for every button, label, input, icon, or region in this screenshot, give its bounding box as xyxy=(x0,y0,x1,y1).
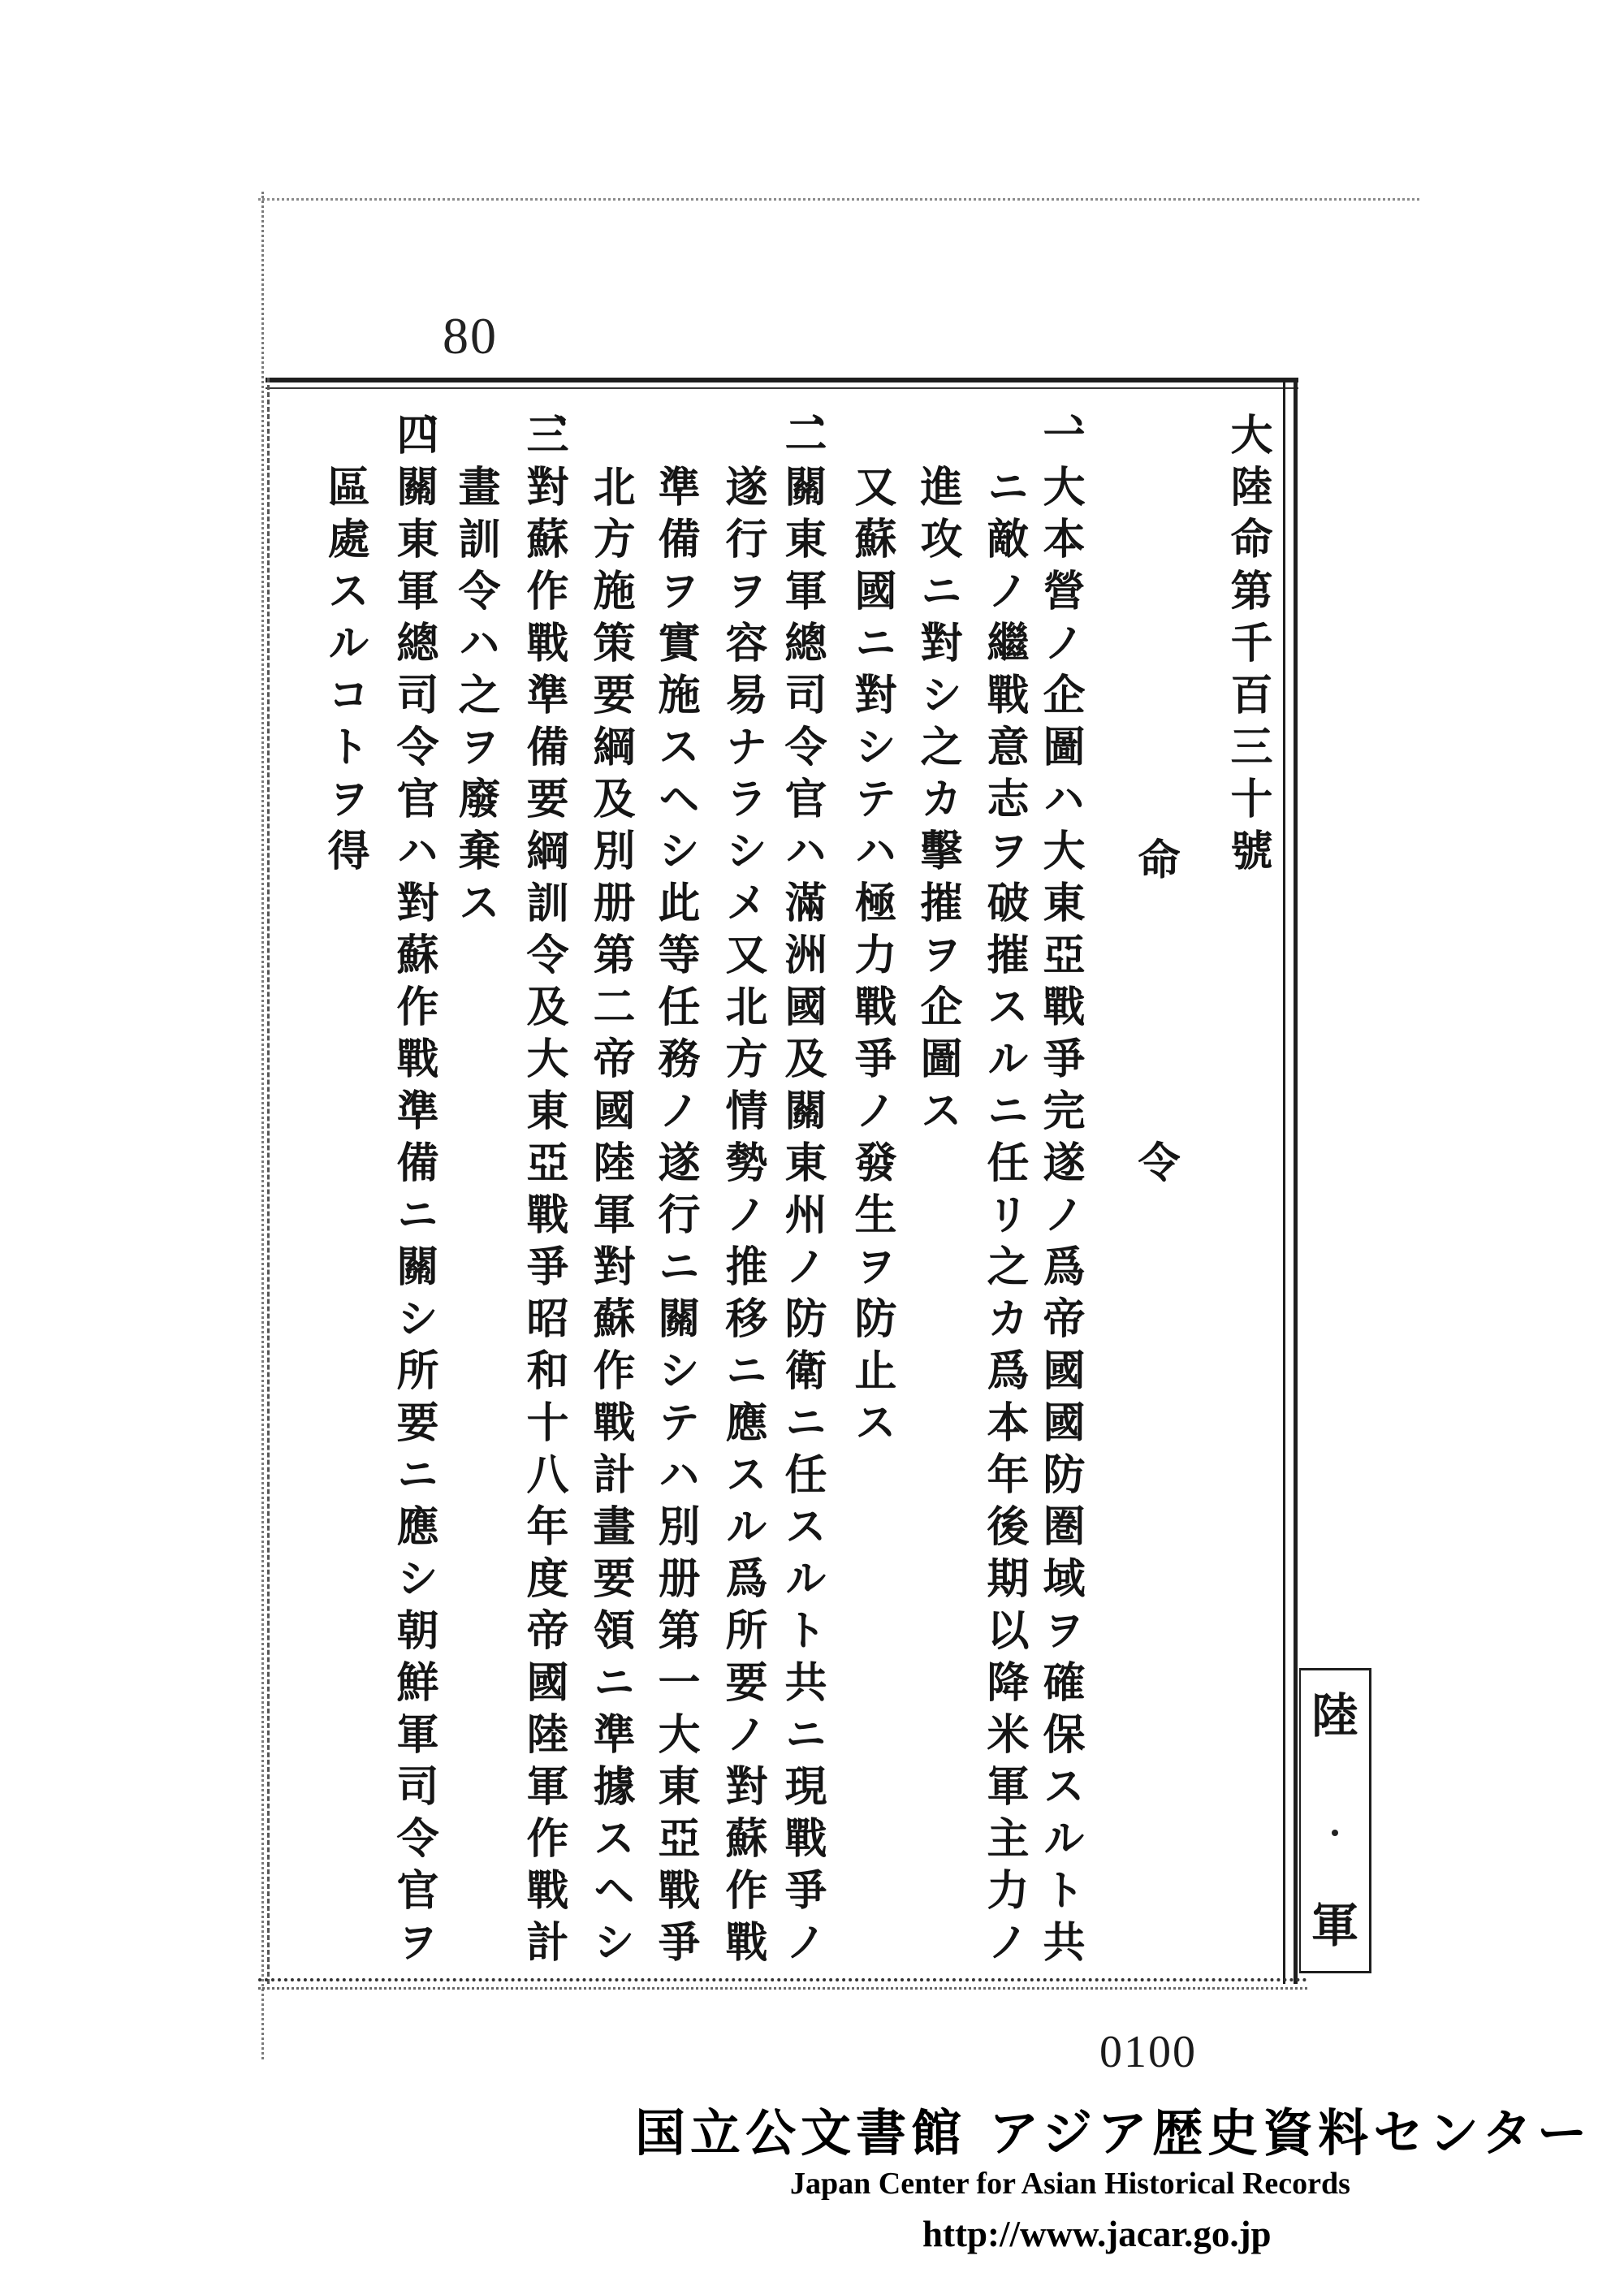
body-line: 又蘇國ニ對シテハ極力戰爭ノ發生ヲ防止ス xyxy=(847,465,896,1452)
stamp-char-2: 軍 xyxy=(1311,1898,1358,1953)
archive-url: http://www.jacar.go.jp xyxy=(922,2214,1272,2254)
stamp-char-1: 陸 xyxy=(1311,1688,1358,1744)
frame-top-inner-border xyxy=(266,387,1298,389)
body-line: 關東軍總司令官ハ滿洲國及關東州ノ防衛ニ任スルト共ニ現戰爭ノ xyxy=(777,465,827,1972)
archive-name-english: Japan Center for Asian Historical Records xyxy=(790,2167,1350,2201)
paper-edge-left xyxy=(261,192,264,2059)
body-line: 區處スルコトヲ得 xyxy=(320,465,369,880)
paper-edge-top xyxy=(258,198,1419,201)
page-number: 80 xyxy=(443,307,498,365)
body-line: 進攻ニ對シ之カ擊摧ヲ企圖ス xyxy=(913,465,962,1140)
body-line: 對蘇作戰準備要綱訓令及大東亞戰爭昭和十八年度帝國陸軍作戰計 xyxy=(519,465,568,1972)
body-line: 北方施策要綱及別册第二帝國陸軍對蘇作戰計畫要領ニ準據スヘシ xyxy=(585,465,635,1972)
frame-top-border xyxy=(266,378,1298,382)
body-line: 準備ヲ實施スヘシ此等任務ノ遂行ニ關シテハ別册第一大東亞戰爭 xyxy=(650,465,700,1972)
frame-bottom-inner-border xyxy=(258,1987,1307,1990)
heading-char-1: 命 xyxy=(1130,837,1180,889)
body-line: 畫訓令ハ之ヲ廢棄ス xyxy=(451,465,500,932)
body-line: 遂行ヲ容易ナラシメ又北方情勢ノ推移ニ應スル爲所要ノ對蘇作戰 xyxy=(718,465,767,1972)
frame-right-outer-border xyxy=(1294,378,1298,1984)
stamp-dot xyxy=(1332,1830,1338,1836)
heading-char-2: 令 xyxy=(1130,1140,1180,1192)
body-line: 關東軍總司令官ハ對蘇作戰準備ニ關シ所要ニ應シ朝鮮軍司令官ヲ xyxy=(389,465,438,1972)
order-number: 大陸命第千百三十號 xyxy=(1223,413,1272,880)
army-side-stamp xyxy=(1299,1668,1371,1973)
body-line: 大本營ノ企圖ハ大東亞戰爭完遂ノ爲帝國國防圏域ヲ確保スルト共 xyxy=(1035,465,1085,1972)
archive-name-japanese: 国立公文書館 アジア歴史資料センター xyxy=(635,2103,1592,2163)
frame-right-inner-border xyxy=(1283,378,1285,1984)
frame-left-border xyxy=(267,378,270,1984)
frame-bottom-border xyxy=(258,1978,1307,1981)
body-line: ニ敵ノ繼戰意志ヲ破摧スルニ任リ之カ爲本年後期以降米軍主力ノ xyxy=(979,465,1029,1972)
sheet-number: 0100 xyxy=(1099,2027,1197,2077)
